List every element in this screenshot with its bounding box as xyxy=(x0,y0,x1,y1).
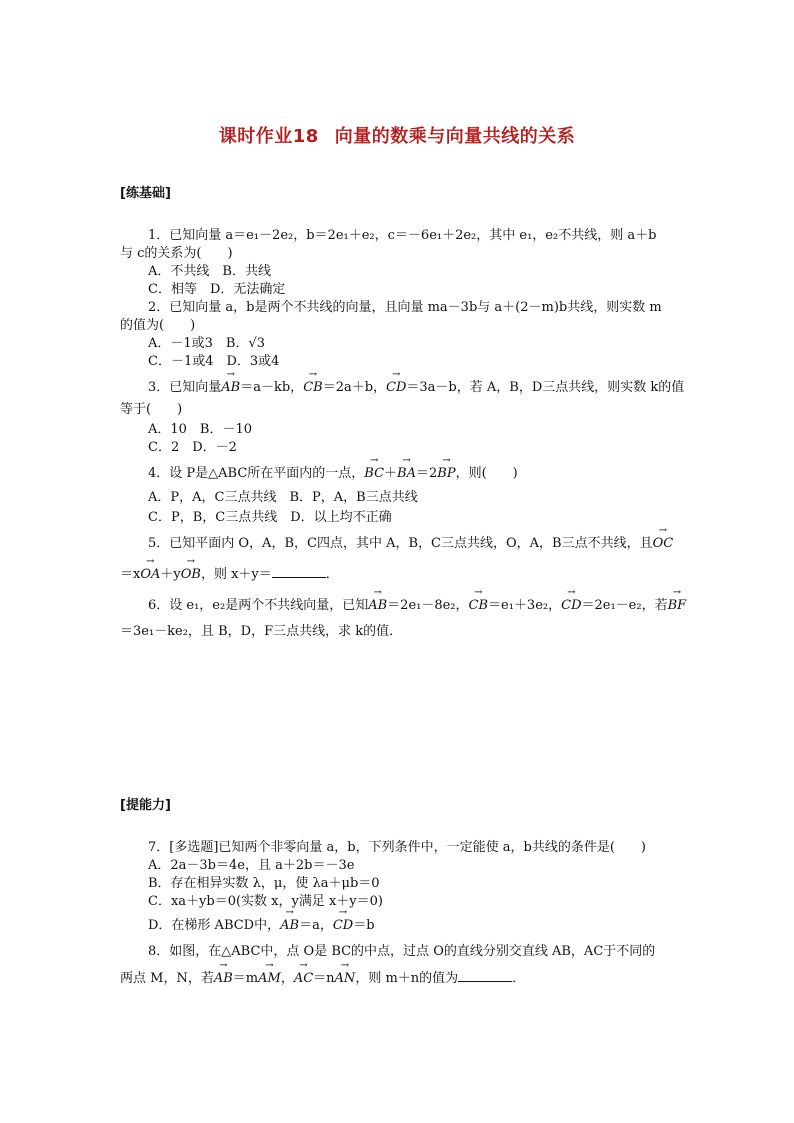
vector-ab: → AB xyxy=(214,971,233,987)
vector-ab: → AB xyxy=(280,918,299,934)
vector-oc: → OC xyxy=(653,536,674,552)
section-basic: [练基础] xyxy=(120,186,171,201)
q2-options-ab: A．－1或3 B．√3 xyxy=(148,336,266,351)
q1-line2: 与 c的关系为( ) xyxy=(120,246,233,261)
q7-option-c: C．xa＋yb＝0(实数 x，y满足 x＋y＝0) xyxy=(148,894,383,909)
vector-cb: → CB xyxy=(303,380,323,396)
q4-options-cd: C．P，B，C三点共线 D．以上均不正确 xyxy=(148,510,392,525)
q7-option-b: B．存在相异实数 λ，μ，使 λa＋μb＝0 xyxy=(148,876,380,891)
q1-options-cd: C．相等 D．无法确定 xyxy=(148,282,286,297)
vector-cd: → CD xyxy=(561,598,581,614)
q3-options-cd: C．2 D．－2 xyxy=(148,440,237,455)
q2-line2: 的值为( ) xyxy=(120,318,196,333)
q4-line1: 4．设 P是△ABC所在平面内的一点，→ BC＋→ BA＝2→ BP，则( ) xyxy=(148,466,518,482)
vector-bc: → BC xyxy=(364,466,384,482)
q4-options-ab: A．P，A，C三点共线 B．P，A，B三点共线 xyxy=(148,490,418,505)
vector-cb: → CB xyxy=(469,598,489,614)
vector-ab: → AB xyxy=(221,380,240,396)
vector-cd: → CD xyxy=(386,380,406,396)
vector-oa: → OA xyxy=(140,567,160,583)
q6-line1: 6．设 e₁，e₂是两个不共线向量，已知→ AB＝2e₁－8e₂，→ CB＝e₁＋3e₂，→ CD＝2e₁－e₂，若→ BF xyxy=(148,598,686,614)
q7-line1: 7．[多选题]已知两个非零向量 a，b，下列条件中，一定能使 a，b共线的条件是( ) xyxy=(148,840,646,855)
q8-line1: 8．如图，在△ABC中，点 O是 BC的中点，过点 O的直线分别交直线 AB，AC于不同的 xyxy=(148,944,656,959)
q8-line2: 两点 M，N，若→ AB＝m→ AM，→ AC＝n→ AN，则 m＋n的值为 ． xyxy=(120,970,525,987)
answer-blank[interactable] xyxy=(272,566,326,578)
vector-ab: → AB xyxy=(368,598,387,614)
q2-line1: 2．已知向量 a，b是两个不共线的向量，且向量 ma－3b与 a＋(2－m)b共线，则实数 m xyxy=(148,300,662,315)
q5-line2: ＝x→ OA＋y→ OB，则 x＋y＝ ． xyxy=(120,566,339,583)
q5-line1: 5．已知平面内 O，A，B，C四点，其中 A，B，C三点共线，O，A，B三点不共线，且→ OC xyxy=(148,536,673,552)
vector-bf: → BF xyxy=(668,598,687,614)
vector-an: → AN xyxy=(335,971,356,987)
q1-line1: 1．已知向量 a＝e₁－2e₂，b＝2e₁＋e₂，c＝－6e₁＋2e₂，其中 e₁，e₂不共线，则 a＋b xyxy=(148,228,657,243)
q7-option-d: D．在梯形 ABCD中，→ AB＝a，→ CD＝b xyxy=(148,918,375,934)
q3-line1: 3．已知向量→ AB＝a－kb，→ CB＝2a＋b，→ CD＝3a－b，若 A，B，D三点共线，则实数 k的值 xyxy=(148,380,684,396)
q3-line2: 等于( ) xyxy=(120,402,183,417)
vector-cd: → CD xyxy=(333,918,353,934)
vector-bp: → BP xyxy=(437,466,455,482)
q7-option-a: A．2a－3b＝4e，且 a＋2b＝－3e xyxy=(148,858,355,873)
vector-am: → AM xyxy=(258,971,281,987)
vector-ac: → AC xyxy=(294,971,313,987)
q2-options-cd: C．－1或4 D．3或4 xyxy=(148,354,280,369)
answer-blank[interactable] xyxy=(458,970,512,982)
q6-line2: ＝3e₁－ke₂，且 B，D，F三点共线，求 k的值． xyxy=(120,624,403,639)
vector-ob: → OB xyxy=(181,567,201,583)
page-title xyxy=(0,122,794,148)
q1-options-ab: A．不共线 B．共线 xyxy=(148,264,271,279)
section-advanced: [提能力] xyxy=(120,798,171,813)
vector-ba: → BA xyxy=(397,466,416,482)
title-sub: 向量的数乘与向量共线的关系 xyxy=(334,126,576,147)
q3-options-ab: A．10 B．－10 xyxy=(148,422,253,437)
title-main: 课时作业18 xyxy=(218,126,319,147)
